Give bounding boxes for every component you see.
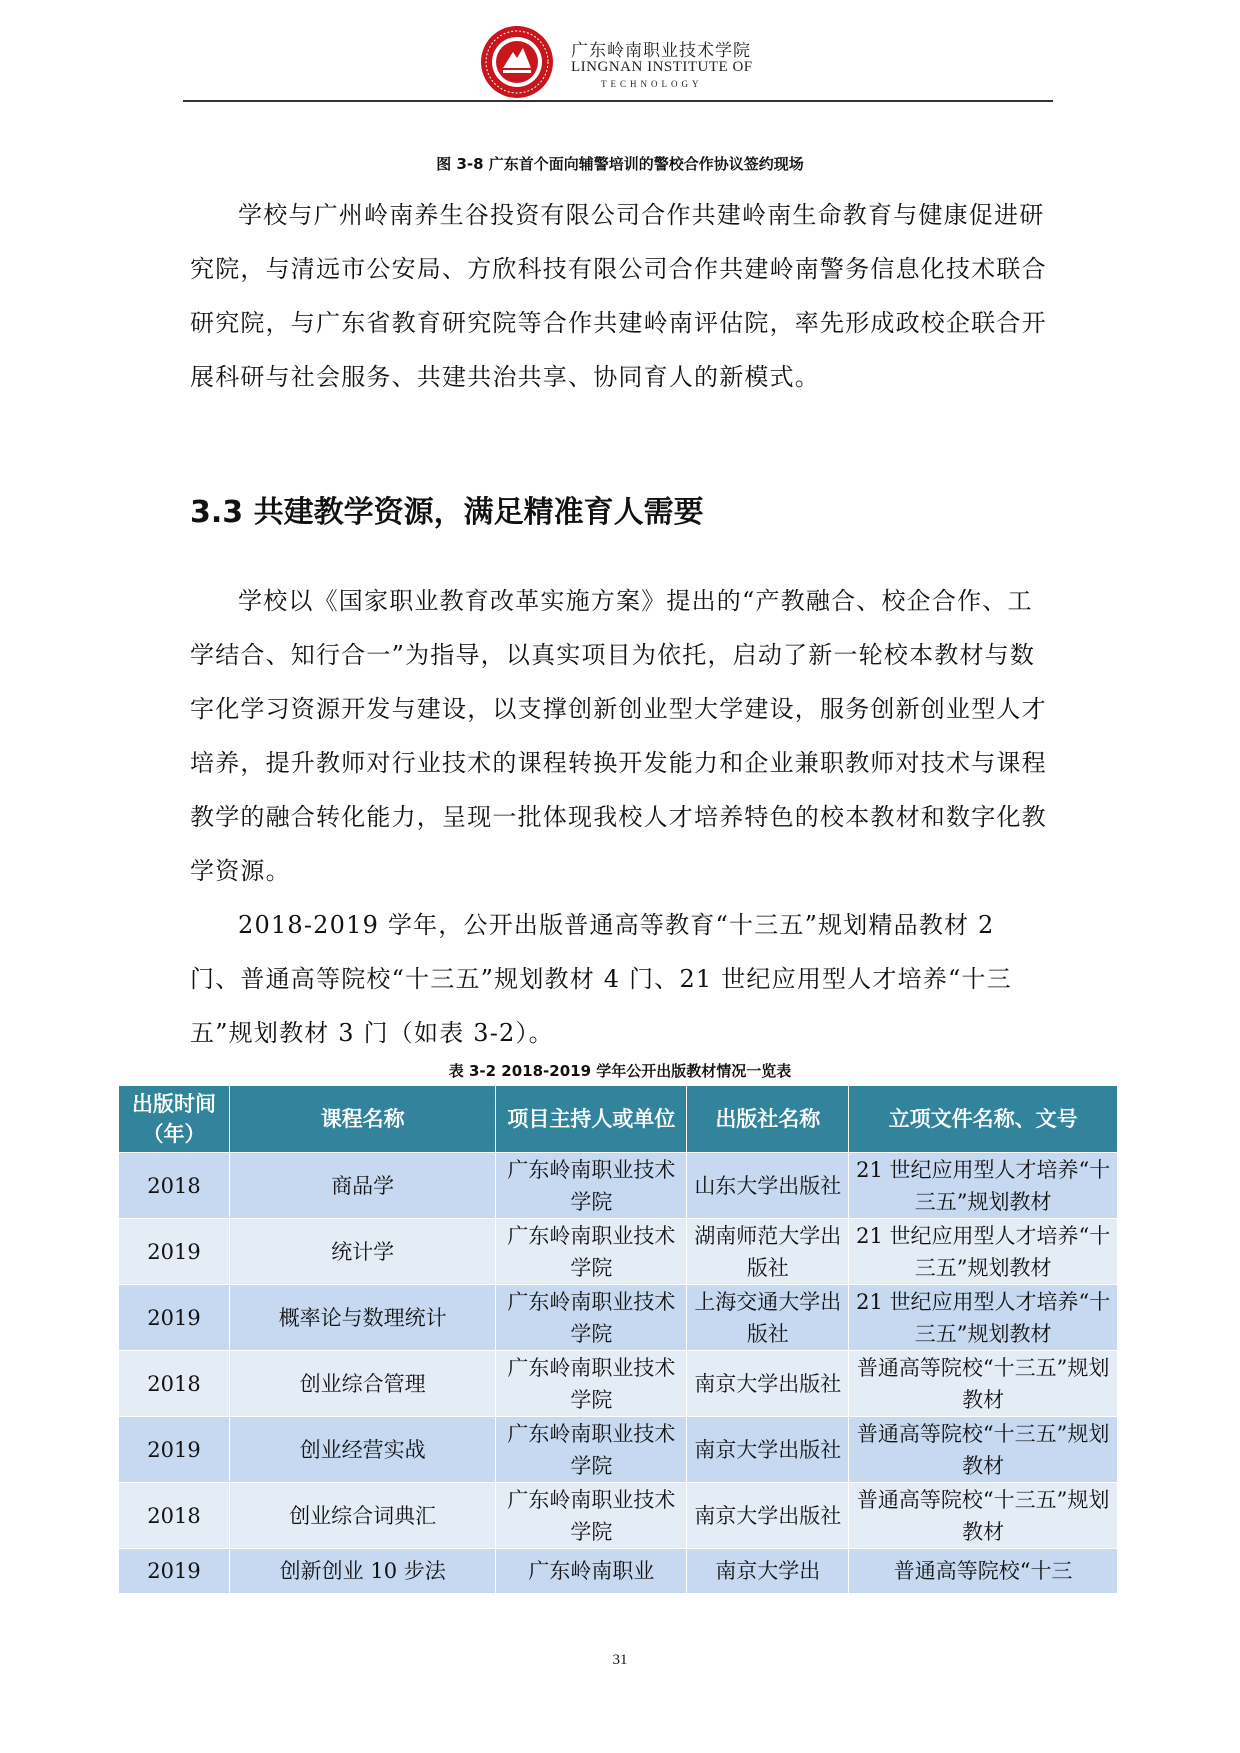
cell-course: 创业综合管理 — [230, 1351, 496, 1417]
cell-project: 21 世纪应用型人才培养“十三五”规划教材 — [849, 1153, 1118, 1219]
header-host: 项目主持人或单位 — [496, 1086, 687, 1153]
table-row — [119, 1417, 1118, 1483]
header-project: 立项文件名称、文号 — [849, 1086, 1118, 1153]
cell-host: 广东岭南职业技术学院 — [496, 1153, 687, 1219]
cell-year: 2019 — [119, 1285, 230, 1351]
cell-publisher: 南京大学出版社 — [687, 1417, 849, 1483]
header-year: 出版时间（年） — [119, 1086, 230, 1153]
cell-project: 21 世纪应用型人才培养“十三五”规划教材 — [849, 1285, 1118, 1351]
cell-year: 2019 — [119, 1219, 230, 1285]
cell-host: 广东岭南职业技术学院 — [496, 1483, 687, 1549]
table-row — [119, 1153, 1118, 1219]
cell-year: 2019 — [119, 1417, 230, 1483]
cell-publisher: 上海交通大学出版社 — [687, 1285, 849, 1351]
cell-publisher: 湖南师范大学出版社 — [687, 1219, 849, 1285]
cell-course: 统计学 — [230, 1219, 496, 1285]
school-name-cn: 广东岭南职业技术学院 — [571, 41, 751, 61]
cell-project: 普通高等院校“十三五”规划教材 — [849, 1483, 1118, 1549]
school-logo-icon — [479, 24, 555, 100]
header-course: 课程名称 — [230, 1086, 496, 1153]
table-row — [119, 1285, 1118, 1351]
cell-course: 创业综合词典汇 — [230, 1483, 496, 1549]
cell-year: 2018 — [119, 1153, 230, 1219]
cell-course: 创新创业 10 步法 — [230, 1549, 496, 1594]
textbook-table — [118, 1085, 1118, 1594]
table-row — [119, 1483, 1118, 1549]
cell-host: 广东岭南职业 — [496, 1549, 687, 1594]
table-row — [119, 1219, 1118, 1285]
cell-project: 普通高等院校“十三五”规划教材 — [849, 1417, 1118, 1483]
table-row — [119, 1549, 1118, 1594]
header-publisher: 出版社名称 — [687, 1086, 849, 1153]
cell-project: 普通高等院校“十三五”规划教材 — [849, 1351, 1118, 1417]
cell-course: 创业经营实战 — [230, 1417, 496, 1483]
school-name-en-line2: TECHNOLOGY — [601, 79, 703, 89]
section-title: 3.3 共建教学资源，满足精准育人需要 — [190, 495, 704, 530]
cell-publisher: 山东大学出版社 — [687, 1153, 849, 1219]
cell-publisher: 南京大学出版社 — [687, 1351, 849, 1417]
table-row — [119, 1351, 1118, 1417]
table-caption: 表 3-2 2018-2019 学年公开出版教材情况一览表 — [448, 1062, 792, 1080]
cell-course: 商品学 — [230, 1153, 496, 1219]
cell-host: 广东岭南职业技术学院 — [496, 1351, 687, 1417]
page-header — [183, 14, 1053, 102]
cell-year: 2019 — [119, 1549, 230, 1594]
cell-host: 广东岭南职业技术学院 — [496, 1285, 687, 1351]
cell-year: 2018 — [119, 1483, 230, 1549]
paragraph-textbook-summary: 2018-2019 学年，公开出版普通高等教育“十三五”规划精品教材 2 门、普通高等院校“十三五”规划教材 4 门、21 世纪应用型人才培养“十三五”规划教材 3 门（如表 3-2）。 — [190, 911, 1012, 1047]
cell-publisher: 南京大学出 — [687, 1549, 849, 1594]
paragraph-teaching-resources: 学校以《国家职业教育改革实施方案》提出的“产教融合、校企合作、工学结合、知行合一”为指导，以真实项目为依托，启动了新一轮校本教材与数字化学习资源开发与建设，以支撑创新创业型大学建设，服务创新创业型人才培养，提升教师对行业技术的课程转换开发能力和企业兼职教师对技术与课程教学的融合转化能力，呈现一批体现我校人才培养特色的校本教材和数字化教学资源。 — [190, 587, 1047, 885]
cell-year: 2018 — [119, 1351, 230, 1417]
cell-host: 广东岭南职业技术学院 — [496, 1219, 687, 1285]
page-number: 31 — [612, 1652, 628, 1668]
cell-publisher: 南京大学出版社 — [687, 1483, 849, 1549]
cell-host: 广东岭南职业技术学院 — [496, 1417, 687, 1483]
cell-course: 概率论与数理统计 — [230, 1285, 496, 1351]
table-header-row — [119, 1086, 1118, 1153]
paragraph-research-institutes: 学校与广州岭南养生谷投资有限公司合作共建岭南生命教育与健康促进研究院，与清远市公安局、方欣科技有限公司合作共建岭南警务信息化技术联合研究院，与广东省教育研究院等合作共建岭南评估院，率先形成政校企联合开展科研与社会服务、共建共治共享、协同育人的新模式。 — [190, 201, 1047, 391]
cell-project: 普通高等院校“十三 — [849, 1549, 1118, 1594]
school-name-en-line1: LINGNAN INSTITUTE OF — [571, 59, 753, 75]
figure-caption: 图 3-8 广东首个面向辅警培训的警校合作协议签约现场 — [436, 155, 804, 173]
cell-project: 21 世纪应用型人才培养“十三五”规划教材 — [849, 1219, 1118, 1285]
